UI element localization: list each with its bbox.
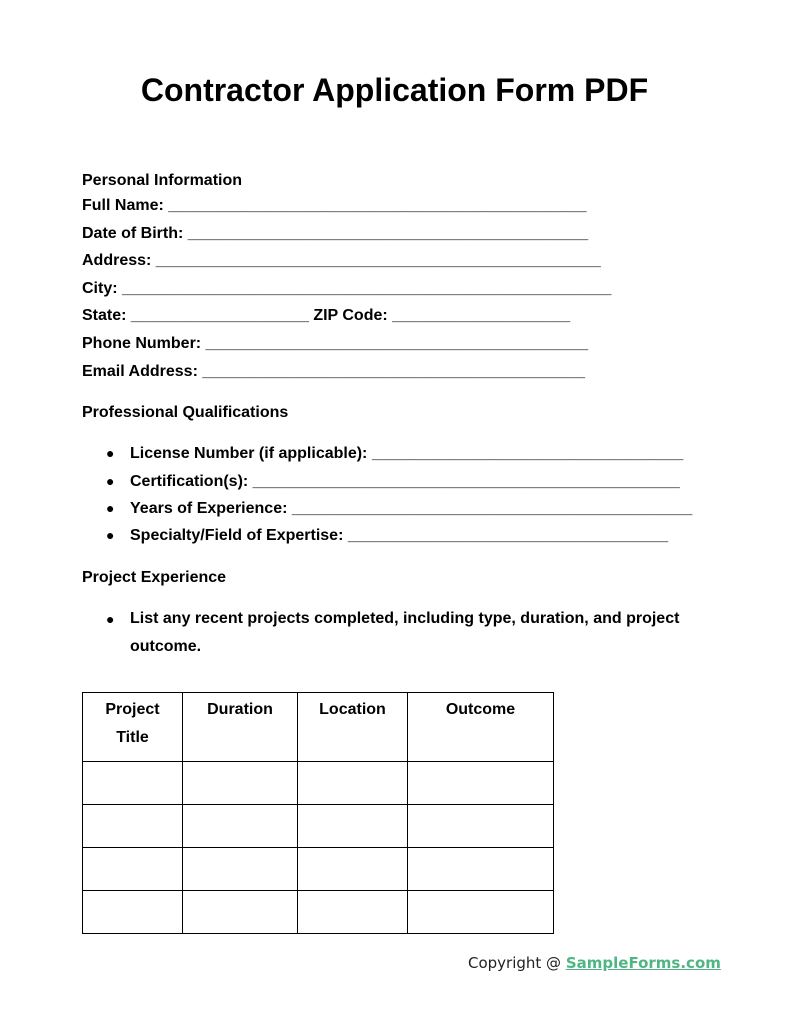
form-content <box>82 170 722 661</box>
column-header-duration: Duration <box>183 693 298 762</box>
table-cell[interactable] <box>298 805 408 848</box>
list-item <box>82 605 690 661</box>
phone-field: Phone Number: ___________________________________________ <box>82 334 589 352</box>
list-item-text: Specialty/Field of Expertise: ____________________________________ <box>130 527 669 545</box>
table-cell[interactable] <box>298 762 408 805</box>
table-cell[interactable] <box>298 848 408 891</box>
project-experience-heading: Project Experience <box>82 568 227 586</box>
table-cell[interactable] <box>408 891 554 934</box>
sampleforms-link[interactable]: SampleForms.com <box>565 954 721 972</box>
project-table <box>82 692 554 934</box>
bullet-icon: ● <box>106 472 115 489</box>
table-cell[interactable] <box>83 848 183 891</box>
table-cell[interactable] <box>408 762 554 805</box>
list-item <box>82 495 722 522</box>
copyright-text: Copyright @ <box>468 954 566 972</box>
table-cell[interactable] <box>183 762 298 805</box>
table-row <box>83 805 554 848</box>
personal-info-heading: Personal Information <box>82 172 243 189</box>
list-item <box>82 440 722 467</box>
qualifications-list <box>82 440 722 550</box>
table-row <box>83 762 554 805</box>
list-item-text: Certification(s): ________________________________________________ <box>130 472 680 490</box>
table-cell[interactable] <box>83 891 183 934</box>
table-cell[interactable] <box>298 891 408 934</box>
bullet-icon: ● <box>106 527 115 544</box>
list-item <box>82 468 722 495</box>
table-cell[interactable] <box>83 805 183 848</box>
table-cell[interactable] <box>183 848 298 891</box>
column-header-project-title: Project Title <box>83 693 183 762</box>
list-item-text: Years of Experience: _____________________________________________ <box>130 499 693 517</box>
city-field: City: _______________________________________________________ <box>82 279 612 297</box>
address-field: Address: __________________________________________________ <box>82 252 601 270</box>
table-header-row <box>83 693 554 762</box>
list-item-text: License Number (if applicable): ___________________________________ <box>130 445 684 463</box>
copyright-footer <box>468 954 721 972</box>
qualifications-heading: Professional Qualifications <box>82 404 289 422</box>
table-row <box>83 848 554 891</box>
list-item <box>82 522 722 549</box>
email-field: Email Address: ___________________________________________ <box>82 362 585 380</box>
list-item-text: List any recent projects completed, including type, duration, and project outcome. <box>130 609 680 655</box>
table-cell[interactable] <box>183 805 298 848</box>
bullet-icon: ● <box>106 499 115 516</box>
bullet-icon: ● <box>106 445 115 462</box>
bullet-icon: ● <box>106 610 115 627</box>
table-cell[interactable] <box>83 762 183 805</box>
table-cell[interactable] <box>408 848 554 891</box>
table-cell[interactable] <box>183 891 298 934</box>
column-header-outcome: Outcome <box>408 693 554 762</box>
state-zip-field: State: ____________________ ZIP Code: ____________________ <box>82 307 571 325</box>
page-title: Contractor Application Form PDF <box>140 72 649 108</box>
dob-field: Date of Birth: _____________________________________________ <box>82 224 589 242</box>
column-header-location: Location <box>298 693 408 762</box>
table-cell[interactable] <box>408 805 554 848</box>
table-row <box>83 891 554 934</box>
full-name-field: Full Name: _______________________________________________ <box>82 197 587 214</box>
project-instructions-list <box>82 605 722 661</box>
